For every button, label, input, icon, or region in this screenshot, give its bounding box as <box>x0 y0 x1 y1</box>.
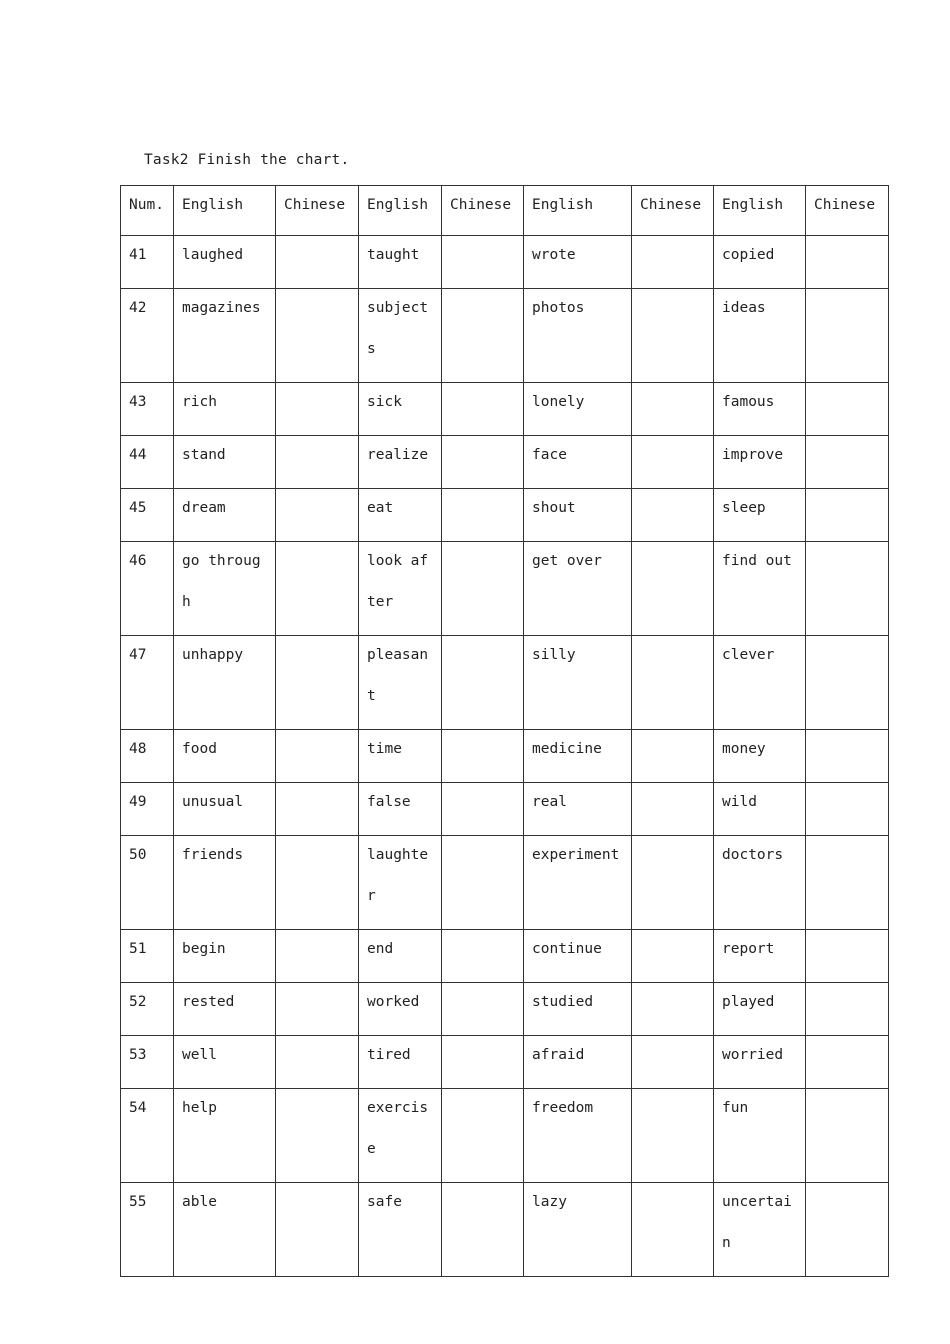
english-word <box>524 1183 632 1277</box>
english-word <box>524 489 632 542</box>
table-row <box>121 489 889 542</box>
chinese-answer-blank[interactable] <box>632 1036 714 1089</box>
english-word-text: exercise <box>367 1100 429 1157</box>
english-word <box>174 1183 276 1277</box>
english-word-text: doctors <box>722 847 784 863</box>
row-number-text: 41 <box>129 247 147 263</box>
table-row <box>121 383 889 436</box>
chinese-answer-blank[interactable] <box>632 930 714 983</box>
english-word-text: sleep <box>722 500 766 516</box>
header-chinese: Chinese <box>806 186 889 236</box>
row-number-text: 53 <box>129 1047 147 1063</box>
chinese-answer-blank[interactable] <box>632 236 714 289</box>
chinese-answer-blank[interactable] <box>632 783 714 836</box>
chinese-answer-blank[interactable] <box>276 1089 359 1183</box>
english-word-text: copied <box>722 247 775 263</box>
english-word-text: medicine <box>532 741 602 757</box>
english-word-text: look after <box>367 553 429 610</box>
english-word-text: help <box>182 1100 217 1116</box>
chinese-answer-blank[interactable] <box>806 730 889 783</box>
chinese-answer-blank[interactable] <box>276 383 359 436</box>
english-word-text: wrote <box>532 247 576 263</box>
english-word-text: end <box>367 941 394 957</box>
chinese-answer-blank[interactable] <box>276 983 359 1036</box>
english-word-text: eat <box>367 500 394 516</box>
english-word-text: face <box>532 447 567 463</box>
chinese-answer-blank[interactable] <box>442 1089 524 1183</box>
table-row <box>121 436 889 489</box>
english-word-text: laughed <box>182 247 244 263</box>
row-number-text: 49 <box>129 794 147 810</box>
english-word-text: money <box>722 741 766 757</box>
header-chinese: Chinese <box>442 186 524 236</box>
english-word-text: studied <box>532 994 594 1010</box>
chinese-answer-blank[interactable] <box>632 836 714 930</box>
row-number-text: 45 <box>129 500 147 516</box>
english-word <box>174 236 276 289</box>
english-word <box>524 730 632 783</box>
english-word-text: famous <box>722 394 775 410</box>
english-word <box>714 983 806 1036</box>
english-word <box>174 1036 276 1089</box>
row-number <box>121 1036 174 1089</box>
english-word-text: real <box>532 794 567 810</box>
english-word-text: played <box>722 994 775 1010</box>
english-word <box>174 436 276 489</box>
chinese-answer-blank[interactable] <box>806 489 889 542</box>
chinese-answer-blank[interactable] <box>806 1089 889 1183</box>
english-word-text: worked <box>367 994 420 1010</box>
row-number <box>121 436 174 489</box>
row-number <box>121 930 174 983</box>
row-number <box>121 489 174 542</box>
english-word <box>359 836 442 930</box>
header-english: English <box>174 186 276 236</box>
chinese-answer-blank[interactable] <box>442 930 524 983</box>
english-word <box>359 783 442 836</box>
row-number <box>121 636 174 730</box>
english-word-text: taught <box>367 247 420 263</box>
chinese-answer-blank[interactable] <box>632 542 714 636</box>
header-row <box>121 186 889 236</box>
english-word <box>359 1089 442 1183</box>
chinese-answer-blank[interactable] <box>806 383 889 436</box>
english-word-text: realize <box>367 447 429 463</box>
chinese-answer-blank[interactable] <box>632 289 714 383</box>
english-word <box>524 836 632 930</box>
chinese-answer-blank[interactable] <box>442 783 524 836</box>
row-number <box>121 1183 174 1277</box>
english-word <box>359 636 442 730</box>
chinese-answer-blank[interactable] <box>442 636 524 730</box>
row-number <box>121 983 174 1036</box>
english-word-text: report <box>722 941 775 957</box>
english-word-text: able <box>182 1194 217 1210</box>
english-word-text: photos <box>532 300 585 316</box>
english-word <box>174 383 276 436</box>
english-word-text: unusual <box>182 794 244 810</box>
english-word-text: magazines <box>182 300 261 316</box>
row-number <box>121 836 174 930</box>
chinese-answer-blank[interactable] <box>276 436 359 489</box>
chinese-answer-blank[interactable] <box>632 730 714 783</box>
english-word <box>524 436 632 489</box>
english-word <box>359 730 442 783</box>
english-word-text: safe <box>367 1194 402 1210</box>
chinese-answer-blank[interactable] <box>276 542 359 636</box>
chinese-answer-blank[interactable] <box>276 1183 359 1277</box>
english-word <box>524 783 632 836</box>
task-title: Task2 Finish the chart. <box>144 152 350 168</box>
row-number <box>121 1089 174 1183</box>
chinese-answer-blank[interactable] <box>806 1183 889 1277</box>
english-word-text: worried <box>722 1047 784 1063</box>
table-row <box>121 836 889 930</box>
english-word-text: find out <box>722 553 792 569</box>
chinese-answer-blank[interactable] <box>632 1089 714 1183</box>
chinese-answer-blank[interactable] <box>806 436 889 489</box>
english-word <box>359 1183 442 1277</box>
english-word <box>359 542 442 636</box>
english-word-text: sick <box>367 394 402 410</box>
chinese-answer-blank[interactable] <box>442 489 524 542</box>
english-word <box>524 1089 632 1183</box>
chinese-answer-blank[interactable] <box>276 236 359 289</box>
row-number <box>121 236 174 289</box>
english-word <box>524 930 632 983</box>
english-word <box>174 730 276 783</box>
row-number <box>121 289 174 383</box>
chinese-answer-blank[interactable] <box>276 1036 359 1089</box>
english-word <box>714 636 806 730</box>
chinese-answer-blank[interactable] <box>806 236 889 289</box>
chinese-answer-blank[interactable] <box>442 289 524 383</box>
header-english: English <box>714 186 806 236</box>
english-word <box>359 383 442 436</box>
chinese-answer-blank[interactable] <box>806 1036 889 1089</box>
english-word <box>524 383 632 436</box>
chinese-answer-blank[interactable] <box>276 489 359 542</box>
english-word <box>524 636 632 730</box>
english-word-text: tired <box>367 1047 411 1063</box>
english-word-text: lazy <box>532 1194 567 1210</box>
english-word-text: wild <box>722 794 757 810</box>
english-word <box>359 1036 442 1089</box>
english-word-text: improve <box>722 447 784 463</box>
english-word <box>174 983 276 1036</box>
chinese-answer-blank[interactable] <box>442 383 524 436</box>
chinese-answer-blank[interactable] <box>276 783 359 836</box>
english-word <box>714 289 806 383</box>
chinese-answer-blank[interactable] <box>632 636 714 730</box>
table-row <box>121 236 889 289</box>
english-word <box>524 1036 632 1089</box>
english-word-text: lonely <box>532 394 585 410</box>
chinese-answer-blank[interactable] <box>442 730 524 783</box>
english-word <box>714 542 806 636</box>
english-word <box>174 930 276 983</box>
english-word-text: pleasant <box>367 647 429 704</box>
table-row <box>121 930 889 983</box>
header-english: English <box>359 186 442 236</box>
row-number-text: 47 <box>129 647 147 663</box>
english-word <box>359 930 442 983</box>
english-word <box>714 1036 806 1089</box>
english-word <box>174 836 276 930</box>
chinese-answer-blank[interactable] <box>632 1183 714 1277</box>
english-word-text: fun <box>722 1100 749 1116</box>
header-num: Num. <box>121 186 174 236</box>
english-word <box>359 436 442 489</box>
english-word-text: stand <box>182 447 226 463</box>
chinese-answer-blank[interactable] <box>806 836 889 930</box>
english-word-text: ideas <box>722 300 766 316</box>
english-word <box>714 730 806 783</box>
table-row <box>121 636 889 730</box>
row-number-text: 43 <box>129 394 147 410</box>
chinese-answer-blank[interactable] <box>276 289 359 383</box>
chinese-answer-blank[interactable] <box>276 930 359 983</box>
table-row <box>121 289 889 383</box>
english-word-text: food <box>182 741 217 757</box>
english-word-text: laughter <box>367 847 429 904</box>
english-word <box>714 836 806 930</box>
english-word <box>174 1089 276 1183</box>
english-word-text: rested <box>182 994 235 1010</box>
row-number <box>121 383 174 436</box>
table-row <box>121 983 889 1036</box>
chinese-answer-blank[interactable] <box>806 783 889 836</box>
chinese-answer-blank[interactable] <box>806 289 889 383</box>
chinese-answer-blank[interactable] <box>442 1036 524 1089</box>
chinese-answer-blank[interactable] <box>632 436 714 489</box>
english-word-text: go through <box>182 553 261 610</box>
english-word <box>524 983 632 1036</box>
table-row <box>121 1183 889 1277</box>
english-word-text: begin <box>182 941 226 957</box>
english-word-text: uncertain <box>722 1194 792 1251</box>
english-word-text: unhappy <box>182 647 244 663</box>
english-word-text: friends <box>182 847 244 863</box>
table-row <box>121 783 889 836</box>
english-word <box>174 542 276 636</box>
english-word-text: clever <box>722 647 775 663</box>
english-word <box>359 983 442 1036</box>
chinese-answer-blank[interactable] <box>806 636 889 730</box>
row-number-text: 52 <box>129 994 147 1010</box>
english-word <box>174 289 276 383</box>
english-word-text: time <box>367 741 402 757</box>
header-english: English <box>524 186 632 236</box>
english-word-text: continue <box>532 941 602 957</box>
english-word <box>714 1183 806 1277</box>
chinese-answer-blank[interactable] <box>276 636 359 730</box>
english-word <box>359 236 442 289</box>
english-word-text: get over <box>532 553 602 569</box>
table-row <box>121 1036 889 1089</box>
table-row <box>121 730 889 783</box>
english-word-text: rich <box>182 394 217 410</box>
english-word <box>714 489 806 542</box>
row-number-text: 44 <box>129 447 147 463</box>
english-word-text: dream <box>182 500 226 516</box>
chinese-answer-blank[interactable] <box>632 489 714 542</box>
english-word <box>714 236 806 289</box>
vocabulary-chart <box>120 185 889 1277</box>
row-number <box>121 730 174 783</box>
chinese-answer-blank[interactable] <box>442 1183 524 1277</box>
english-word-text: silly <box>532 647 576 663</box>
row-number-text: 42 <box>129 300 147 316</box>
english-word <box>524 236 632 289</box>
english-word <box>714 436 806 489</box>
header-chinese: Chinese <box>632 186 714 236</box>
english-word <box>174 489 276 542</box>
chinese-answer-blank[interactable] <box>442 836 524 930</box>
chinese-answer-blank[interactable] <box>442 542 524 636</box>
chinese-answer-blank[interactable] <box>276 730 359 783</box>
chinese-answer-blank[interactable] <box>442 436 524 489</box>
row-number-text: 48 <box>129 741 147 757</box>
english-word-text: shout <box>532 500 576 516</box>
row-number-text: 54 <box>129 1100 147 1116</box>
english-word-text: subjects <box>367 300 429 357</box>
english-word <box>524 289 632 383</box>
row-number-text: 46 <box>129 553 147 569</box>
row-number <box>121 542 174 636</box>
english-word <box>174 636 276 730</box>
english-word <box>174 783 276 836</box>
row-number-text: 55 <box>129 1194 147 1210</box>
english-word <box>714 783 806 836</box>
row-number-text: 50 <box>129 847 147 863</box>
row-number <box>121 783 174 836</box>
chinese-answer-blank[interactable] <box>632 383 714 436</box>
english-word <box>714 383 806 436</box>
table-row <box>121 1089 889 1183</box>
english-word <box>359 289 442 383</box>
header-chinese: Chinese <box>276 186 359 236</box>
chinese-answer-blank[interactable] <box>632 983 714 1036</box>
row-number-text: 51 <box>129 941 147 957</box>
english-word <box>714 1089 806 1183</box>
chinese-answer-blank[interactable] <box>806 542 889 636</box>
english-word-text: false <box>367 794 411 810</box>
english-word-text: well <box>182 1047 217 1063</box>
english-word-text: freedom <box>532 1100 594 1116</box>
chinese-answer-blank[interactable] <box>442 983 524 1036</box>
chinese-answer-blank[interactable] <box>442 236 524 289</box>
table-row <box>121 542 889 636</box>
chinese-answer-blank[interactable] <box>806 983 889 1036</box>
english-word-text: experiment <box>532 847 620 863</box>
chinese-answer-blank[interactable] <box>806 930 889 983</box>
english-word-text: afraid <box>532 1047 585 1063</box>
english-word <box>524 542 632 636</box>
english-word <box>359 489 442 542</box>
chinese-answer-blank[interactable] <box>276 836 359 930</box>
english-word <box>714 930 806 983</box>
